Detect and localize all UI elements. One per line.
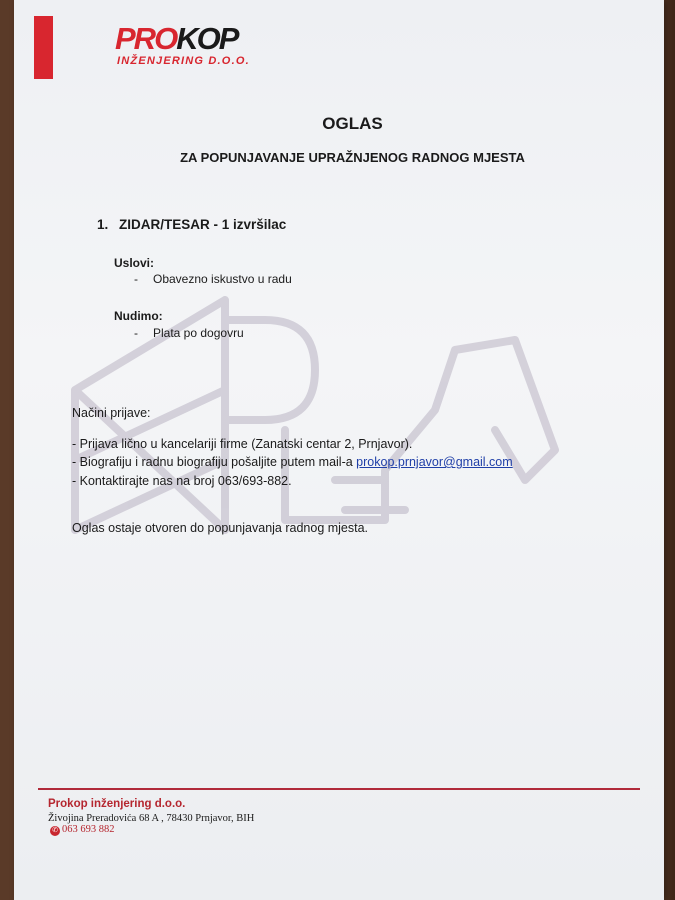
- conditions-item: Obavezno iskustvo u radu: [153, 272, 292, 286]
- closing-note: Oglas ostaje otvoren do popunjavanja radnog mjesta.: [72, 521, 369, 535]
- offer-bullet: -: [134, 326, 138, 340]
- conditions-bullet: -: [134, 272, 138, 286]
- footer-divider: [38, 788, 640, 790]
- offer-label: Nudimo:: [114, 309, 163, 323]
- footer-phone: 063 693 882: [62, 824, 115, 835]
- position-title: ZIDAR/TESAR - 1 izvršilac: [119, 217, 287, 232]
- footer-company: Prokop inženjering d.o.o.: [48, 798, 186, 810]
- logo-mark: PROKOP: [115, 21, 238, 56]
- page-subtitle: ZA POPUNJAVANJE UPRAŽNJENOG RADNOG MJESTA: [180, 150, 525, 165]
- phone-icon: ✆: [50, 826, 60, 836]
- application-in-person: - Prijava lično u kancelariji firme (Zanatski centar 2, Prnjavor).: [72, 437, 413, 451]
- application-email-line: [72, 455, 513, 469]
- offer-item: Plata po dogovru: [153, 326, 244, 340]
- footer-address: Živojina Preradovića 68 A , 78430 Prnjavor, BIH: [48, 813, 255, 824]
- application-email-prefix: - Biografiju i radnu biografiju pošaljite putem mail-a: [72, 455, 357, 469]
- position-number: 1.: [97, 217, 109, 232]
- company-logo: [115, 22, 265, 72]
- application-phone: - Kontaktirajte nas na broj 063/693-882.: [72, 474, 292, 488]
- red-accent-bar: [34, 16, 53, 79]
- conditions-label: Uslovi:: [114, 256, 155, 270]
- email-link[interactable]: prokop.prnjavor@gmail.com: [356, 455, 513, 469]
- page-title: OGLAS: [322, 114, 383, 133]
- logo-subtitle: INŽENJERING D.O.O.: [117, 55, 250, 67]
- application-label: Načini prijave:: [72, 406, 151, 420]
